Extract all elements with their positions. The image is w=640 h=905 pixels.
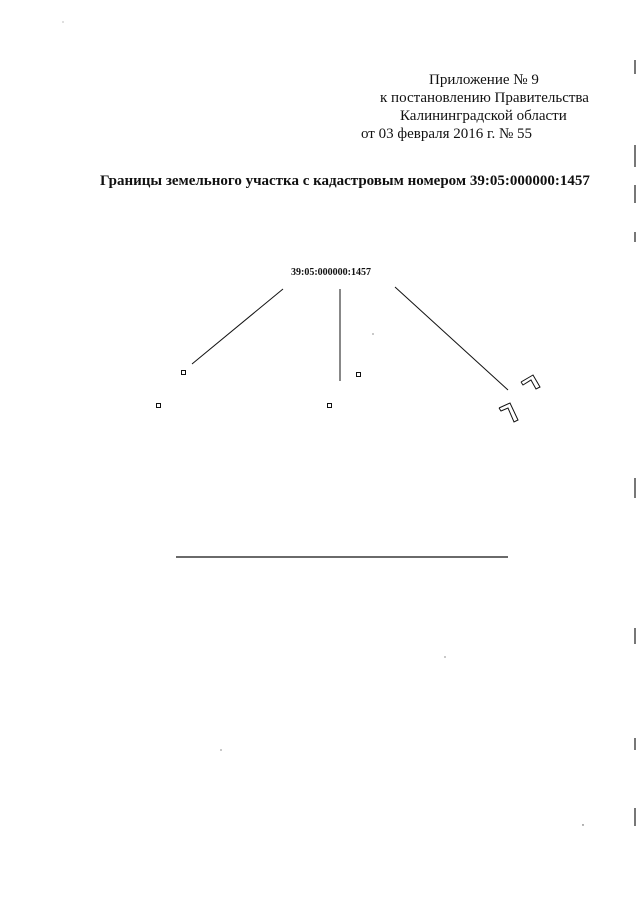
leader-line-right — [395, 287, 508, 390]
document-title: Границы земельного участка с кадастровым номером 39:05:000000:1457 — [100, 173, 590, 189]
scan-edge-mark — [634, 628, 636, 644]
contour-shape-upper — [521, 375, 540, 389]
annex-region: Калининградской области — [400, 108, 567, 124]
annex-date-number: от 03 февраля 2016 г. № 55 — [361, 126, 533, 142]
annex-number: Приложение № 9 — [429, 72, 539, 88]
contour-marker — [357, 373, 361, 377]
scan-edge-mark — [634, 145, 636, 167]
scan-speck — [582, 824, 583, 825]
scan-speck — [220, 749, 221, 750]
contour-marker — [157, 404, 161, 408]
scan-edge-mark — [634, 60, 636, 74]
contour-marker — [182, 371, 186, 375]
contour-shape-lower — [499, 403, 518, 422]
parcel-cadastral-label: 39:05:000000:1457 — [291, 267, 371, 278]
scan-edge-mark — [634, 185, 636, 203]
scan-speck — [372, 333, 373, 334]
scan-edge-mark — [634, 738, 636, 750]
leader-line-left — [192, 289, 283, 364]
scan-edge-mark — [634, 478, 636, 498]
scan-edge-mark — [634, 232, 636, 242]
scan-edge-mark — [634, 808, 636, 826]
scan-speck — [444, 656, 445, 657]
contour-marker — [328, 404, 332, 408]
annex-resolution-ref: к постановлению Правительства — [380, 90, 589, 106]
scan-speck — [63, 22, 64, 23]
